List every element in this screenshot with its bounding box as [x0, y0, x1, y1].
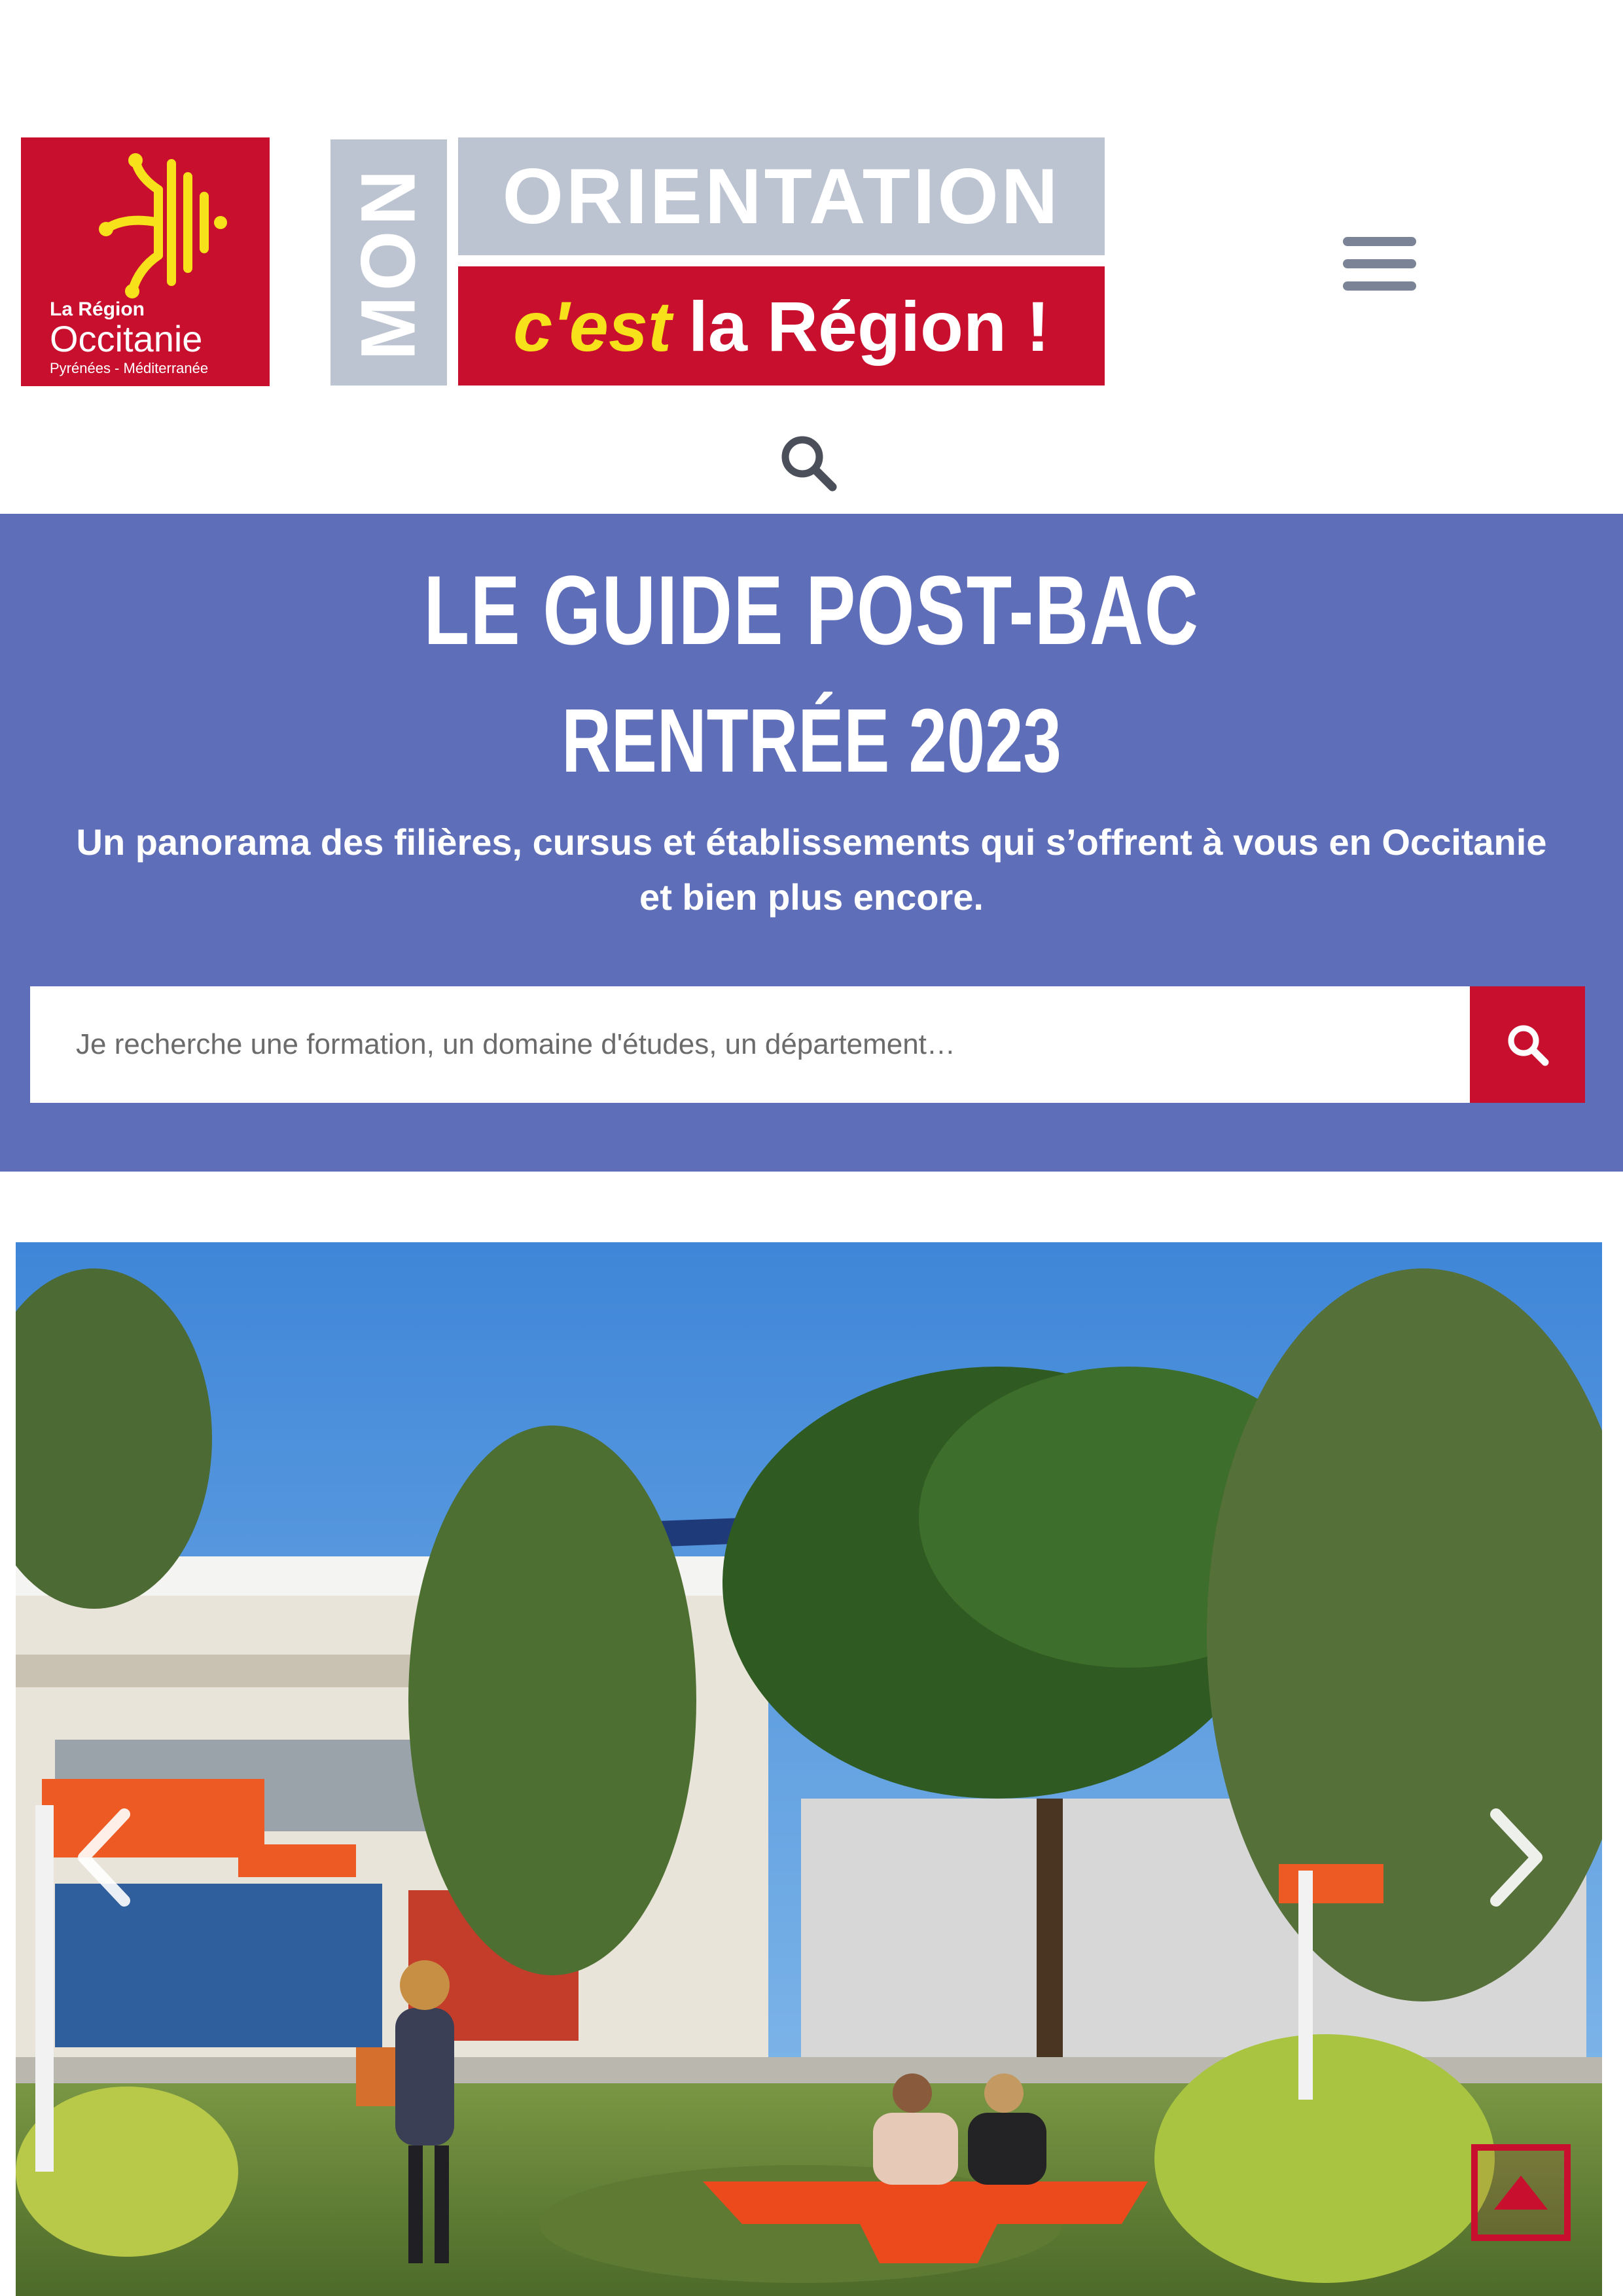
- hero-description: Un panorama des filières, cursus et établissements qui s’offrent à vous en Occitanie et bien plus encore.: [76, 821, 1547, 918]
- brand-region-tag[interactable]: [458, 266, 1105, 386]
- chevron-left-icon[interactable]: [68, 1805, 140, 1910]
- image-carousel: [16, 1242, 1602, 2296]
- logo-line-pyrenees: Pyrénées - Méditerranée: [50, 360, 209, 376]
- brand-region-text: la Région !: [688, 286, 1050, 366]
- back-to-top-button[interactable]: [1471, 2144, 1571, 2241]
- brand-mon-tag[interactable]: [330, 139, 447, 386]
- search-icon[interactable]: [777, 432, 838, 492]
- region-occitanie-logo[interactable]: [21, 137, 270, 386]
- hamburger-menu-icon[interactable]: [1343, 237, 1416, 291]
- search-icon: [1505, 1022, 1550, 1067]
- hero-banner: [0, 514, 1623, 1172]
- brand-orientation-text: ORIENTATION: [502, 152, 1061, 240]
- brand-mon-text: MON: [346, 164, 433, 361]
- search-input[interactable]: [30, 986, 1470, 1103]
- chevron-right-icon[interactable]: [1480, 1805, 1552, 1910]
- logo-line-la-region: La Région: [50, 298, 145, 320]
- search-submit-button[interactable]: [1470, 986, 1585, 1103]
- page-subtitle: RENTRÉE 2023: [562, 691, 1061, 791]
- brand-orientation-tag[interactable]: [458, 137, 1105, 255]
- arrow-up-icon: [1491, 2173, 1550, 2212]
- brand-cest-text: c'est: [513, 286, 671, 366]
- page-title: LE GUIDE POST-BAC: [423, 555, 1200, 665]
- site-header: [0, 0, 1623, 514]
- campus-photo: [16, 1242, 1602, 2296]
- logo-line-occitanie: Occitanie: [50, 318, 203, 359]
- occitan-cross-icon: [60, 151, 230, 301]
